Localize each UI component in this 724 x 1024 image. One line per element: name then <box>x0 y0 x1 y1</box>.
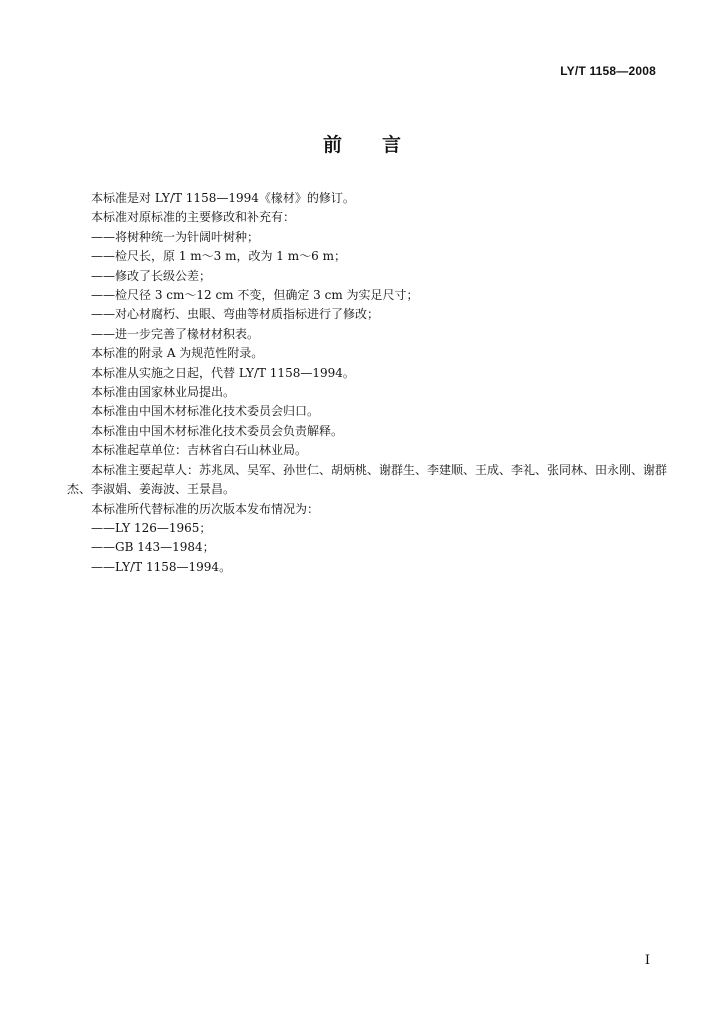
list-item: ——将树种统一为针阔叶树种； <box>91 229 260 244</box>
paragraph: 本标准所代替标准的历次版本发布情况为： <box>91 501 320 516</box>
list-item: ——LY 126—1965； <box>91 520 212 535</box>
title-char-2: 言 <box>382 134 402 156</box>
list-item: ——对心材腐朽、虫眼、弯曲等材质指标进行了修改； <box>91 307 380 322</box>
list-item: ——GB 143—1984； <box>91 540 215 555</box>
paragraph: 本标准对原标准的主要修改和补充有： <box>91 210 296 225</box>
page-title <box>0 130 724 157</box>
list-item: ——进一步完善了椽材材积表。 <box>91 326 260 341</box>
paragraph: 本标准的附录 A 为规范性附录。 <box>91 346 264 361</box>
list-item: ——检尺径 3 cm～12 cm 不变，但确定 3 cm 为实足尺寸； <box>91 288 419 303</box>
paragraph: 本标准由中国木材标准化技术委员会归口。 <box>91 404 320 419</box>
document-body <box>67 189 667 577</box>
paragraph: 本标准是对 LY/T 1158—1994《椽材》的修订。 <box>91 191 355 205</box>
title-char-1: 前 <box>322 134 342 156</box>
paragraph: 本标准主要起草人：苏兆凤、吴军、孙世仁、胡炳桃、谢群生、李建顺、王成、李礼、张同林、田永刚、谢群杰、李淑娟、姜海波、王景昌。 <box>67 462 668 497</box>
standard-code: LY/T 1158—2008 <box>560 64 656 78</box>
paragraph: 本标准起草单位：吉林省白石山林业局。 <box>91 443 308 458</box>
page-number: I <box>644 953 650 968</box>
list-item: ——修改了长级公差； <box>91 268 212 283</box>
list-item: ——检尺长，原 1 m～3 m，改为 1 m～6 m； <box>91 249 346 264</box>
paragraph: 本标准由中国木材标准化技术委员会负责解释。 <box>91 423 344 438</box>
paragraph: 本标准从实施之日起，代替 LY/T 1158—1994。 <box>91 365 355 380</box>
list-item: ——LY/T 1158—1994。 <box>91 559 232 574</box>
paragraph: 本标准由国家林业局提出。 <box>91 385 236 400</box>
